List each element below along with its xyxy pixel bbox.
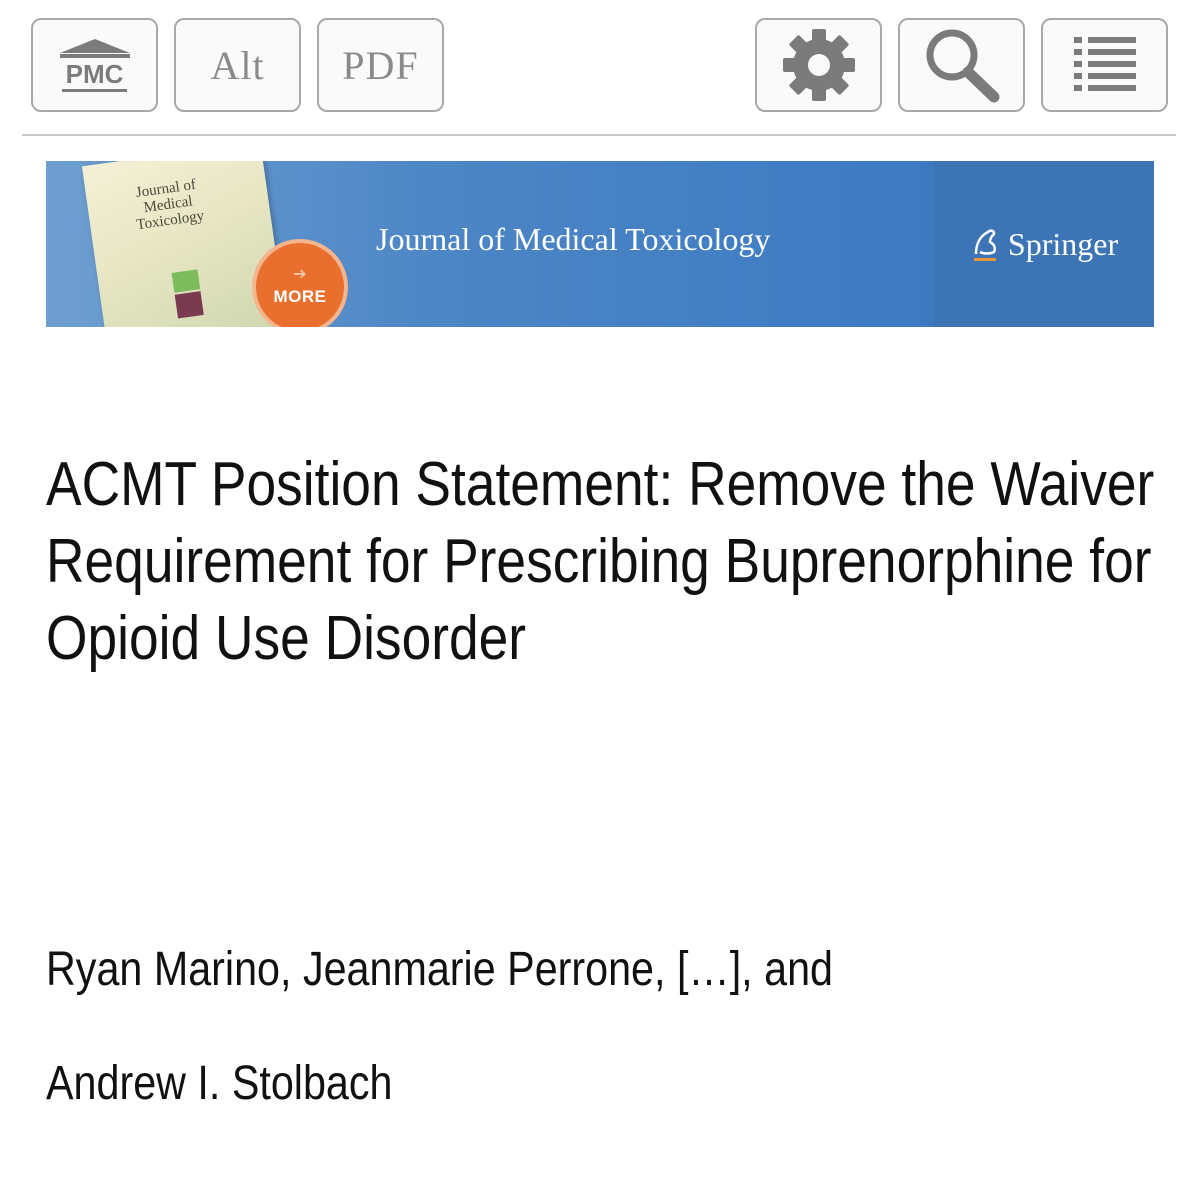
journal-banner[interactable]: [46, 161, 1154, 327]
search-icon: [920, 25, 1004, 105]
building-icon: [58, 39, 132, 59]
pmc-logo: [58, 39, 132, 92]
springer-horse-icon: [970, 224, 1000, 264]
pdf-label: PDF: [342, 42, 419, 88]
journal-name: Journal of Medical Toxicology: [376, 221, 771, 257]
article-title: ACMT Position Statement: Remove the Waiver Requirement for Prescribing Buprenorphine for Opioid Use Disorder: [46, 450, 1155, 673]
contents-menu-button[interactable]: [1041, 18, 1168, 112]
search-button[interactable]: [898, 18, 1025, 112]
author-list: [46, 913, 1164, 1141]
publisher-logo[interactable]: [934, 161, 1154, 327]
pmc-label: PMC: [62, 61, 128, 92]
list-icon: [1074, 35, 1136, 95]
settings-button[interactable]: [755, 18, 882, 112]
publisher-name: Springer: [1007, 225, 1119, 262]
cover-thumbnail-purple: [175, 291, 204, 318]
toolbar-divider: [22, 134, 1176, 136]
pmc-home-button[interactable]: [31, 18, 158, 112]
pdf-button[interactable]: [317, 18, 444, 112]
authors-line-1[interactable]: Ryan Marino, Jeanmarie Perrone, […], and: [46, 943, 833, 996]
more-button[interactable]: [252, 239, 348, 327]
top-toolbar: [0, 0, 1200, 136]
alt-label: Alt: [210, 42, 265, 88]
gear-icon: [781, 27, 857, 103]
arrow-right-icon: ➔: [293, 266, 307, 283]
cover-title: Journal of Medical Toxicology: [134, 176, 206, 234]
authors-line-2[interactable]: Andrew I. Stolbach: [46, 1057, 393, 1110]
alt-button[interactable]: [174, 18, 301, 112]
cover-thumbnail-green: [172, 269, 201, 292]
more-label: MORE: [273, 287, 327, 306]
